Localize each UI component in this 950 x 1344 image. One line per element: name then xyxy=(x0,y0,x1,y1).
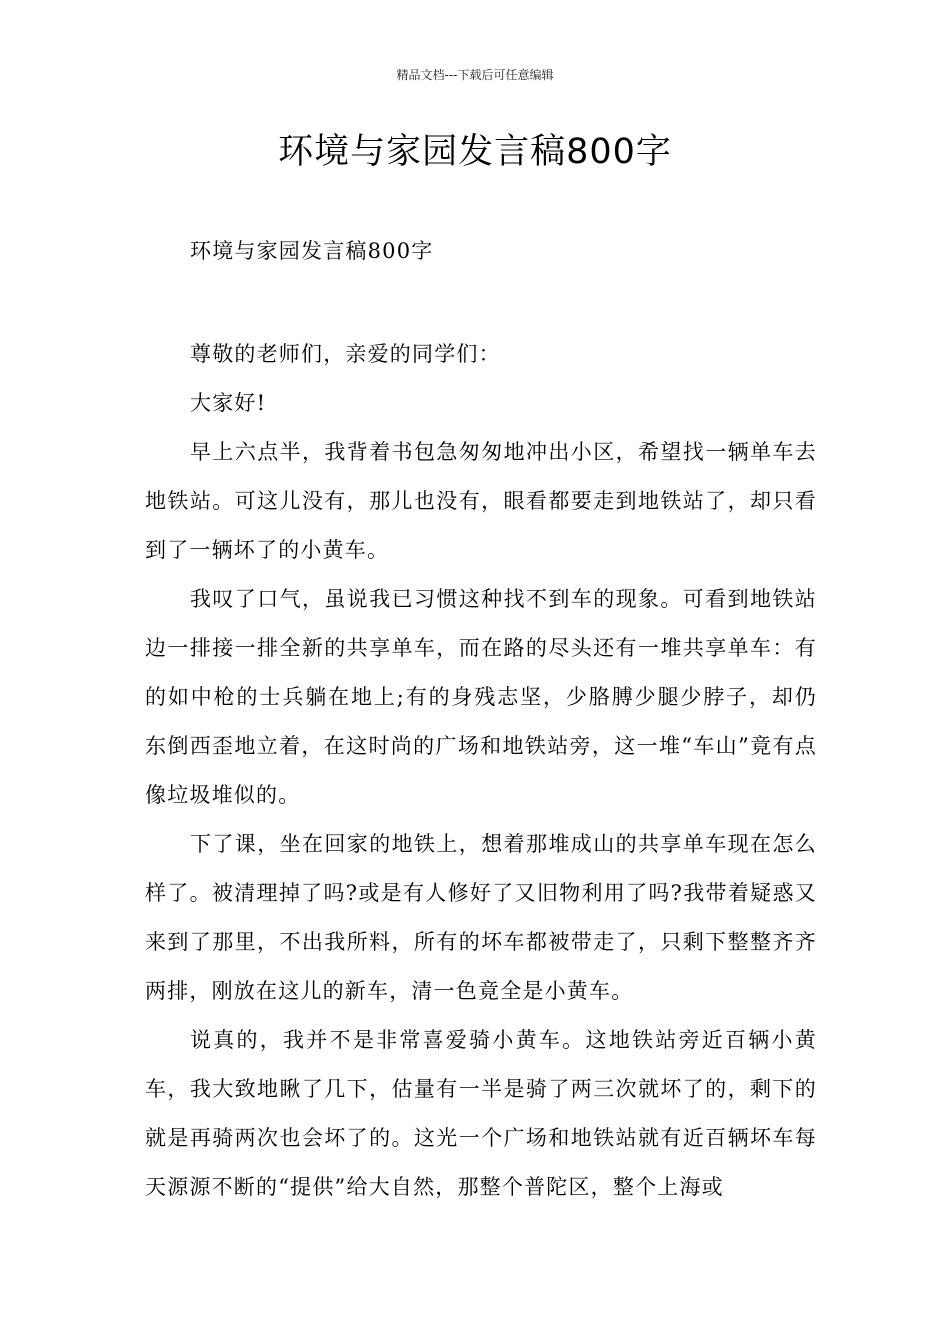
document-title: 环境与家园发言稿800字 xyxy=(278,132,672,172)
paragraph-hello: 大家好! xyxy=(190,391,267,415)
document-subtitle: 环境与家园发言稿800字 xyxy=(190,239,434,263)
paragraph: 下了课，坐在回家的地铁上，想着那堆成山的共享单车现在怎么样了。被清理掉了吗?或是有人修好了又旧物利用了吗?我带着疑惑又来到了那里，不出我所料，所有的坏车都被带走了，只剩下整整齐齐两排，刚放在这儿的新车，清一色竟全是小黄车。 xyxy=(145,832,817,1003)
document-body xyxy=(145,330,817,1212)
paragraph: 说真的，我并不是非常喜爱骑小黄车。这地铁站旁近百辆小黄车，我大致地瞅了几下，估量有一半是骑了两三次就坏了的，剩下的就是再骑两次也会坏了的。这光一个广场和地铁站就有近百辆坏车每天源源不断的“提供”给大自然，那整个普陀区，整个上海或 xyxy=(145,1028,817,1199)
paragraph: 早上六点半，我背着书包急匆匆地冲出小区，希望找一辆单车去地铁站。可这儿没有，那儿也没有，眼看都要走到地铁站了，却只看到了一辆坏了的小黄车。 xyxy=(145,440,817,562)
paragraph-greeting: 尊敬的老师们，亲爱的同学们： xyxy=(190,342,501,366)
header-note: 精品文档---下载后可任意编辑 xyxy=(396,68,554,82)
paragraph: 我叹了口气，虽说我已习惯这种找不到车的现象。可看到地铁站边一排接一排全新的共享单车，而在路的尽头还有一堆共享单车：有的如中枪的士兵躺在地上;有的身残志坚，少胳膊少腿少脖子，却仍东倒西歪地立着，在这时尚的广场和地铁站旁，这一堆“车山”竟有点像垃圾堆似的。 xyxy=(145,587,817,807)
